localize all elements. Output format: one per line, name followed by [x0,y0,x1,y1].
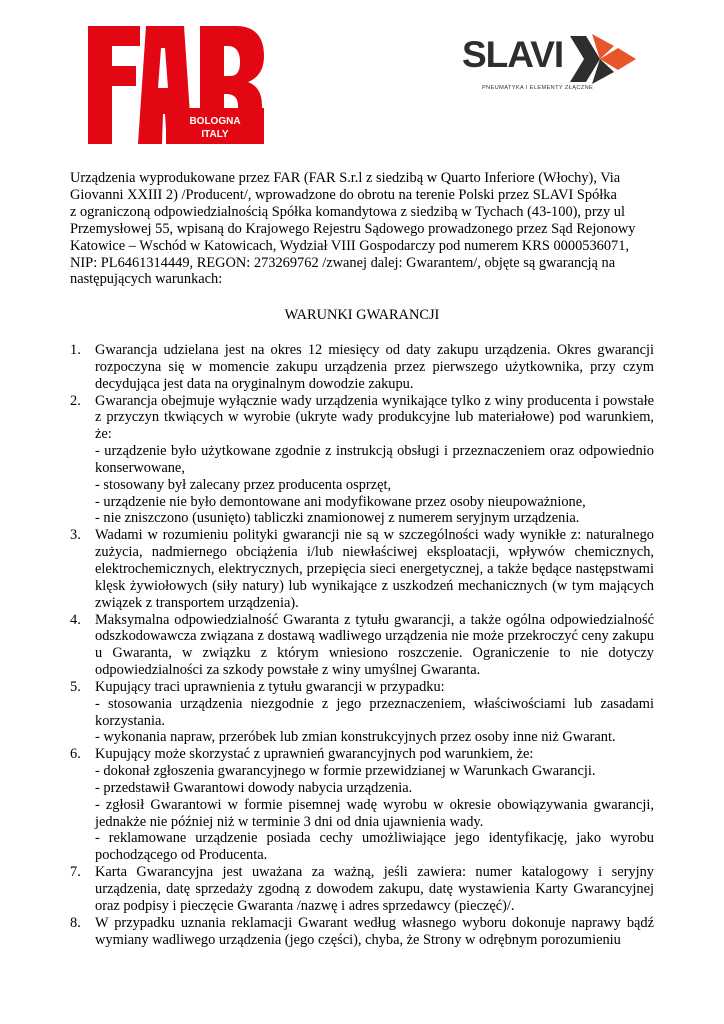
term-subitem: - urządzenie było użytkowane zgodnie z instrukcją obsługi i przeznaczeniem oraz odpowiednio konserwowane, [95,443,654,476]
term-text: Kupujący może skorzystać z uprawnień gwarancyjnych pod warunkiem, że: [95,746,534,763]
slavi-logo [462,28,642,98]
terms-list [70,342,654,948]
term-number: 5. [70,678,81,695]
term-item [70,679,654,746]
section-heading: WARUNKI GWARANCJI [284,307,440,323]
term-text: Wadami w rozumieniu polityki gwarancji nie są w szczególności wady wynikłe z: naturalnego zużycia, nadmiernego obciążenia i/lub niewłaściwej eksploatacji, wpływów chemicznych, elektrochemicznych, elektrycznych, przepięcia sieci energetycznej, a także będące następstwami klęsk żywiołowych (siły natury) lub wynikające z uszkodzeń mechanicznych (w tym mających związek z transportem urządzenia). [95,527,654,611]
slavi-arrow-icon [570,30,640,88]
term-subitem: - nie zniszczono (usunięto) tabliczki znamionowej z numerem seryjnym urządzenia. [95,510,580,527]
term-subitem: - zgłosił Gwarantowi w formie pisemnej wadę wyrobu w okresie obowiązywania gwarancji, jednakże nie później niż w terminie 3 dni od dnia ujawnienia wady. [95,796,654,830]
intro-line: następujących warunkach: [70,271,223,288]
term-number: 6. [70,746,81,763]
term-subitem: - dokonał zgłoszenia gwarancyjnego w formie przewidzianej w Warunkach Gwarancji. [95,763,596,780]
term-number: 1. [70,342,81,358]
term-number: 8. [70,914,81,931]
term-subitem: - stosowania urządzenia niezgodnie z jego przeznaczeniem, właściwościami lub zasadami korzystania. [95,695,654,729]
term-item [70,393,654,528]
term-subitem: - reklamowane urządzenie posiada cechy umożliwiające jego identyfikację, jako wyrobu pochodzącego od Producenta. [95,830,654,864]
term-number: 2. [70,392,81,409]
far-logo [88,26,264,144]
term-item [70,864,654,915]
term-subitem: - wykonania napraw, przeróbek lub zmian konstrukcyjnych przez osoby inne niż Gwarant. [95,729,616,746]
term-item [70,746,654,864]
intro-line: Katowice – Wschód w Katowicach, Wydział VIII Gospodarczy pod numerem KRS 0000536071, [70,237,630,254]
term-number: 4. [70,611,81,628]
term-item [70,612,654,679]
term-text: Maksymalna odpowiedzialność Gwaranta z tytułu gwarancji, a także ogólna odpowiedzialność odszkodowawcza związana z dostawą wadliwego urządzenia nie może przekroczyć ceny zakupu u Gwaranta, w związku z którym wniesiono roszczenie. Ograniczenie to nie dotyczy odpowiedzialności za szkody powstałe z winy umyślnej Gwaranta. [95,611,654,679]
slavi-tagline: PNEUMATYKA I ELEMENTY ZŁĄCZNE [482,85,594,91]
term-number: 3. [70,527,81,544]
term-text: Kupujący traci uprawnienia z tytułu gwarancji w przypadku: [95,678,445,695]
term-text: Karta Gwarancyjna jest uważana za ważną, jeśli zawiera: numer katalogowy i seryjny urządzenia, datę sprzedaży zgodną z dowodem zakupu, datę wystawienia Karty Gwarancyjnej oraz podpisy i pieczęcie Gwaranta /nazwę i adres sprzedawcy (pieczęć)/. [95,864,654,914]
intro-paragraph [70,170,660,288]
intro-line: Urządzenia wyprodukowane przez FAR (FAR S.r.l z siedzibą w Quarto Inferiore (Włochy), Via [70,170,621,186]
term-text: W przypadku uznania reklamacji Gwarant według własnego wyboru dokonuje naprawy bądź wymiany wadliwego urządzenia (jego części), chyba, że Strony w odrębnym porozumieniu [95,914,654,948]
intro-line: NIP: PL6461314449, REGON: 273269762 /zwanej dalej: Gwarantem/, objęte są gwarancją na [70,254,616,271]
intro-line: Przemysłowej 55, wpisaną do Krajowego Rejestru Sądowego prowadzonego przez Sąd Rejonowy [70,220,636,237]
far-logo-line2: ITALY [201,129,229,140]
term-item [70,342,654,393]
term-number: 7. [70,864,81,881]
intro-line: z ograniczoną odpowiedzialnością Spółka komandytowa z siedzibą w Tychach (43-100), przy ul [70,203,625,220]
term-text: Gwarancja udzielana jest na okres 12 miesięcy od daty zakupu urządzenia. Okres gwarancji rozpoczyna się w momencie zakupu urządzenia przez pierwszego użytkownika, przy czym decydująca jest data na oryginalnym dowodzie zakupu. [95,342,654,392]
term-subitem: - urządzenie nie było demontowane ani modyfikowane przez osoby nieupoważnione, [95,493,586,510]
slavi-wordmark: SLAVI [462,34,564,75]
term-item [70,915,654,949]
term-item [70,527,654,611]
term-subitem: - przedstawił Gwarantowi dowody nabycia urządzenia. [95,779,413,796]
term-subitem: - stosowany był zalecany przez producenta osprzęt, [95,476,392,493]
intro-line: Giovanni XXIII 2) /Producent/, wprowadzone do obrotu na terenie Polski przez SLAVI Spółka [70,186,617,203]
far-logo-line1: BOLOGNA [189,116,241,127]
term-text: Gwarancja obejmuje wyłącznie wady urządzenia wynikające tylko z winy producenta i powstałe z przyczyn tkwiących w wyrobie (ukryte wady produkcyjne lub materiałowe) pod warunkiem, że: [95,392,654,443]
